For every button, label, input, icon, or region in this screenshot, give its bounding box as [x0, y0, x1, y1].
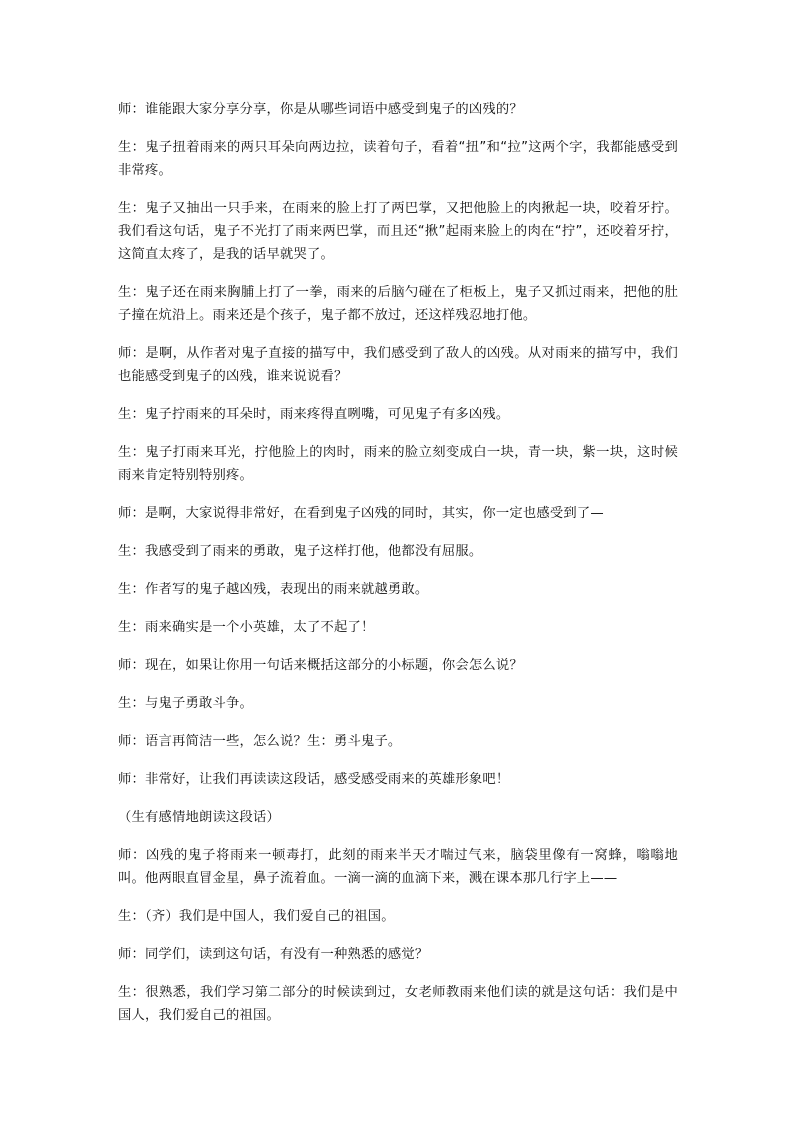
dialogue-paragraph-15: 师：非常好，让我们再读读这段话，感受感受雨来的英雄形象吧！	[118, 772, 510, 787]
dialogue-paragraph-17: 师：凶残的鬼子将雨来一顿毒打，此刻的雨来半天才喘过气来，脑袋里像有一窝蜂，嗡嗡地叫。他两眼直冒金星，鼻子流着血。一滴一滴的血滴下来，溅在课本那几行字上——	[118, 848, 678, 886]
dialogue-paragraph-5: 师：是啊，从作者对鬼子直接的描写中，我们感受到了敌人的凶残。从对雨来的描写中，我们也能感受到鬼子的凶残，谁来说说看？	[118, 346, 678, 384]
dialogue-paragraph-3: 生：鬼子又抽出一只手来，在雨来的脸上打了两巴掌，又把他脸上的肉揪起一块，咬着牙拧。我们看这句话，鬼子不光打了雨来两巴掌，而且还“揪”起雨来脸上的肉在“拧”，还咬着牙拧，这简直太疼了，是我的话早就哭了。	[118, 201, 678, 262]
dialogue-paragraph-7: 生：鬼子打雨来耳光，拧他脸上的肉时，雨来的脸立刻变成白一块，青一块，紫一块，这时候雨来肯定特别特别疼。	[118, 445, 678, 483]
document-body	[118, 98, 678, 1042]
dialogue-paragraph-20: 生：很熟悉，我们学习第二部分的时候读到过，女老师教雨来他们读的就是这句话：我们是中国人，我们爱自己的祖国。	[118, 985, 678, 1023]
dialogue-paragraph-10: 生：作者写的鬼子越凶残，表现出的雨来就越勇敢。	[118, 582, 429, 597]
dialogue-paragraph-18: 生：（齐）我们是中国人，我们爱自己的祖国。	[118, 909, 395, 924]
dialogue-paragraph-4: 生：鬼子还在雨来胸脯上打了一拳，雨来的后脑勺碰在了柜板上，鬼子又抓过雨来，把他的肚子撞在炕沿上。雨来还是个孩子，鬼子都不放过，还这样残忍地打他。	[118, 285, 678, 323]
dialogue-paragraph-8: 师：是啊，大家说得非常好，在看到鬼子凶残的同时，其实，你一定也感受到了—	[118, 506, 604, 521]
dialogue-paragraph-14: 师：语言再简洁一些，怎么说？生：勇斗鬼子。	[118, 734, 402, 749]
dialogue-paragraph-1: 师：谁能跟大家分享分享，你是从哪些词语中感受到鬼子的凶残的？	[118, 102, 523, 117]
dialogue-paragraph-12: 师：现在，如果让你用一句话来概括这部分的小标题，你会怎么说？	[118, 658, 523, 673]
dialogue-paragraph-2: 生：鬼子扭着雨来的两只耳朵向两边拉，读着句子，看着“扭”和“拉”这两个字，我都能感受到非常疼。	[118, 140, 678, 178]
dialogue-paragraph-19: 师：同学们，读到这句话，有没有一种熟悉的感觉？	[118, 947, 429, 962]
stage-direction: （生有感情地朗读这段话）	[118, 810, 280, 825]
dialogue-paragraph-11: 生：雨来确实是一个小英雄，太了不起了！	[118, 620, 375, 635]
dialogue-paragraph-9: 生：我感受到了雨来的勇敢，鬼子这样打他，他都没有屈服。	[118, 544, 483, 559]
dialogue-paragraph-6: 生：鬼子拧雨来的耳朵时，雨来疼得直咧嘴，可见鬼子有多凶残。	[118, 407, 510, 422]
dialogue-paragraph-13: 生：与鬼子勇敢斗争。	[118, 696, 253, 711]
